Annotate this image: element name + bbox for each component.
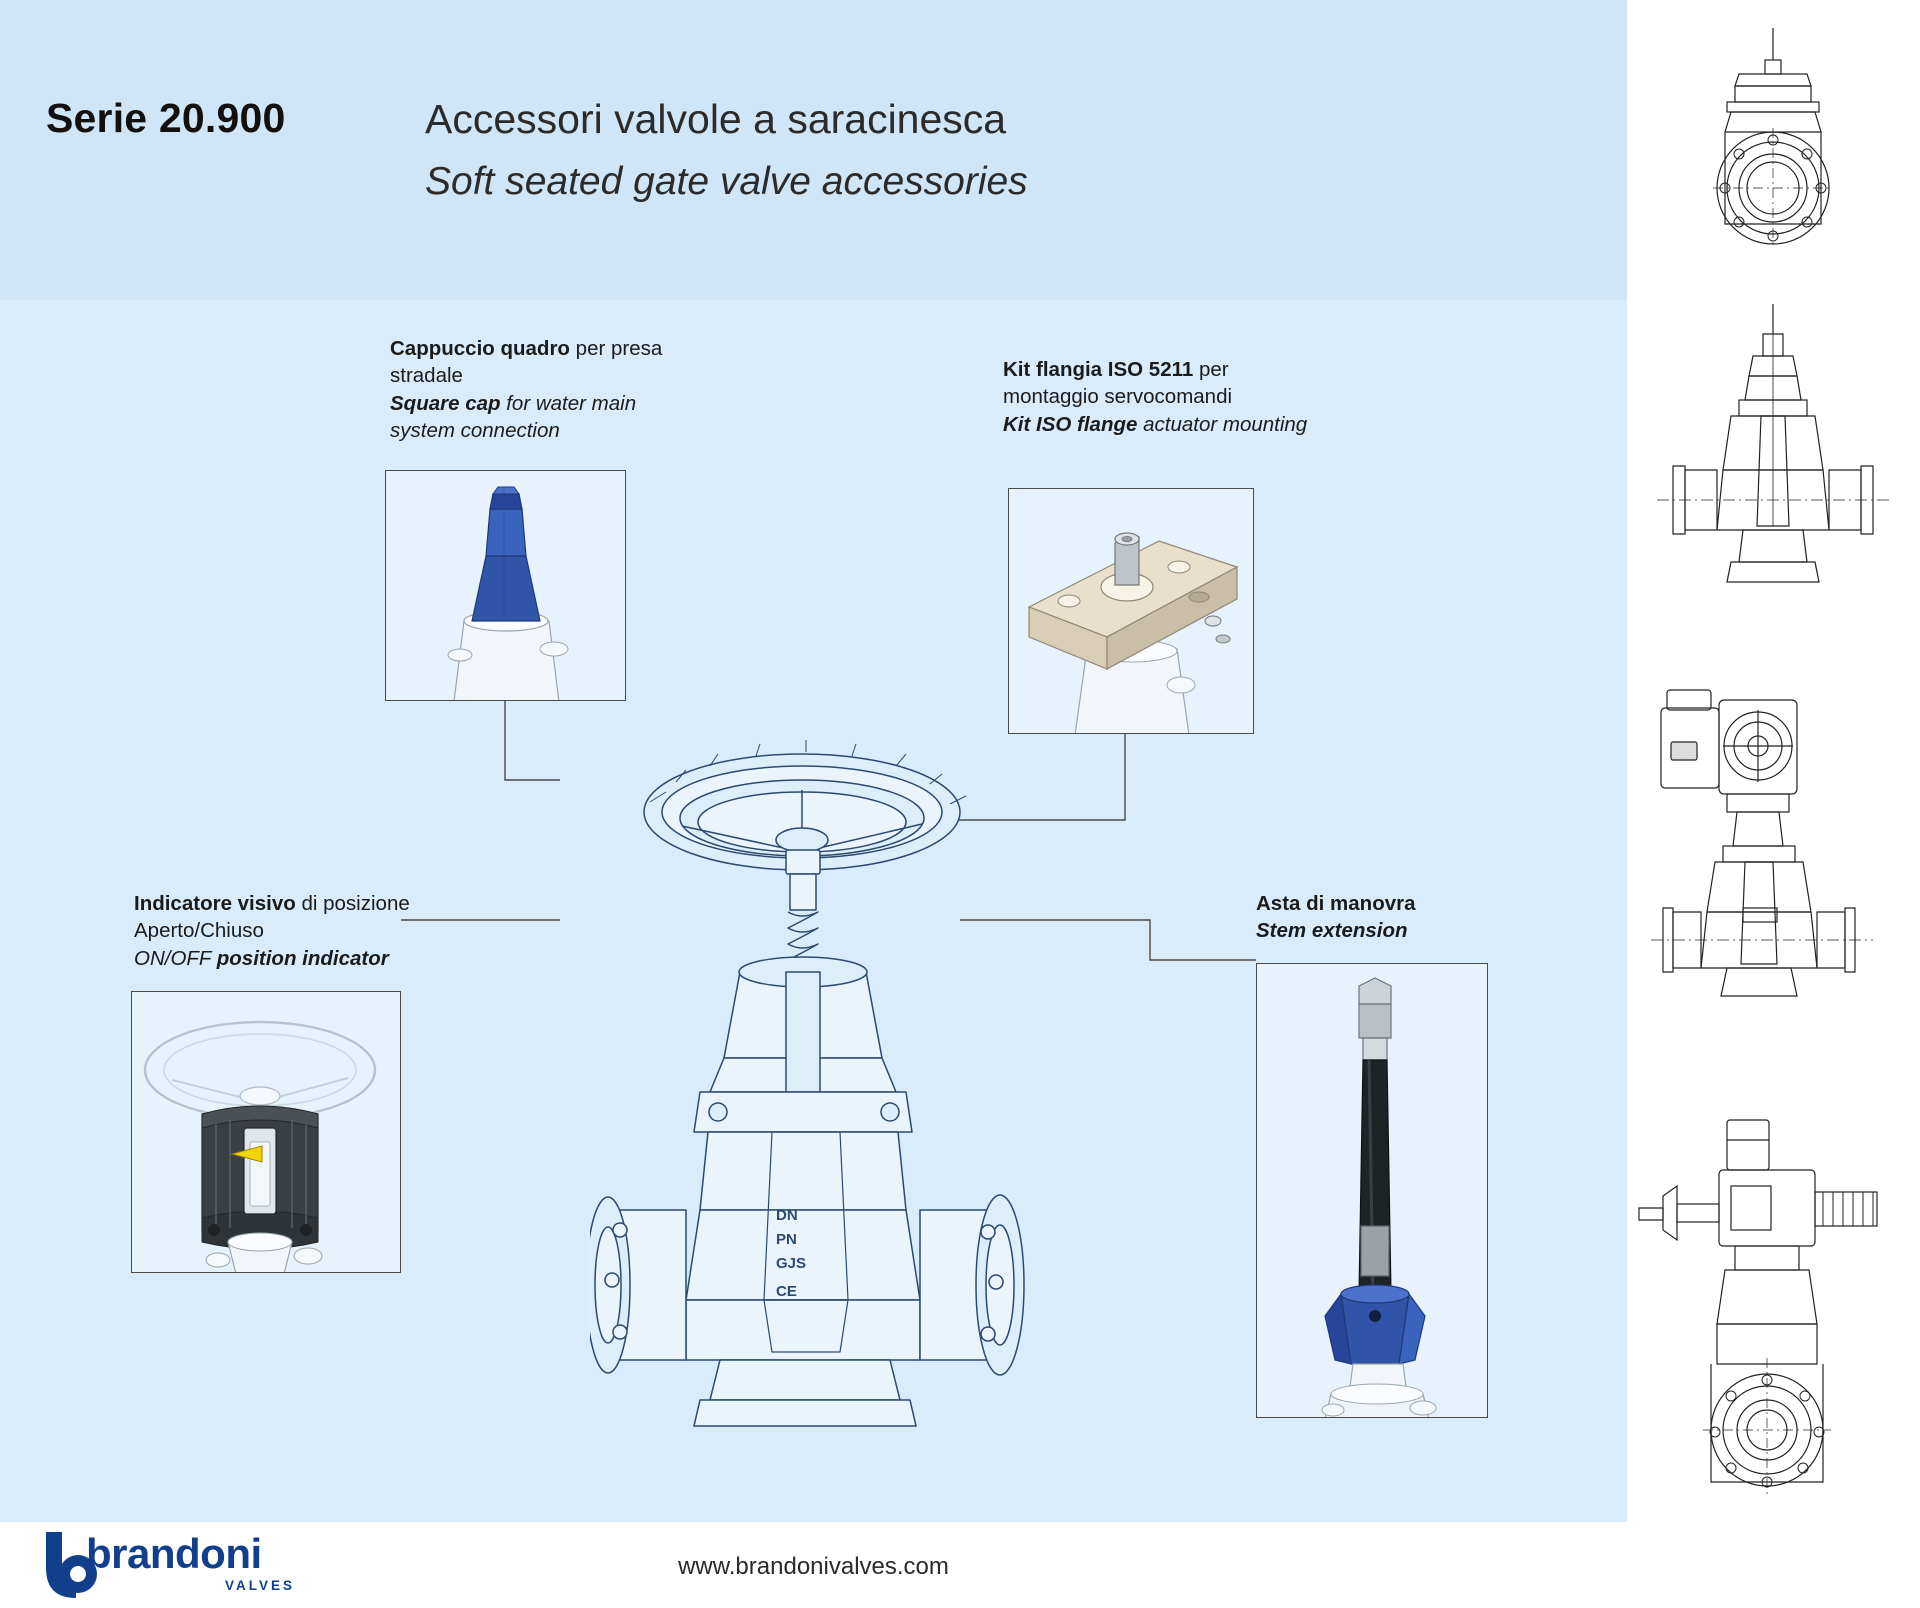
technical-drawings-column xyxy=(1627,0,1920,1608)
callout-indicator-sub-it: di posizione Aperto/Chiuso xyxy=(134,892,410,943)
photo-position-indicator xyxy=(131,991,401,1273)
callout-iso-title-it: Kit flangia ISO 5211 xyxy=(1003,358,1194,381)
callout-square-cap-sub-en: for water main system connection xyxy=(390,391,637,442)
callout-indicator-title-it: Indicatore visivo xyxy=(134,892,296,915)
brand-name: brandoni xyxy=(86,1530,262,1577)
valve-marking-gjs: GJS xyxy=(776,1255,807,1272)
callout-iso-sub-it: per montaggio servocomandi xyxy=(1003,358,1233,409)
callout-stem-title-it: Asta di manovra xyxy=(1256,892,1416,915)
tech-drawing-gate-valve-section-view xyxy=(1627,300,1920,600)
callout-indicator-title-en: position indicator xyxy=(216,946,389,970)
callout-square-cap-title-en: Square cap xyxy=(390,391,501,415)
callout-square-cap xyxy=(390,335,690,444)
callout-position-indicator xyxy=(134,890,464,972)
tech-drawing-gate-valve-top-view xyxy=(1627,20,1920,250)
photo-iso-flange xyxy=(1008,488,1254,734)
series-title: Serie 20.900 xyxy=(46,95,286,141)
photo-square-cap xyxy=(385,470,626,701)
callout-iso-sub-en: actuator mounting xyxy=(1137,412,1308,436)
title-italian: Accessori valvole a saracinesca xyxy=(425,96,1007,142)
website-url[interactable]: www.brandonivalves.com xyxy=(678,1553,949,1580)
callout-stem-title-en: Stem extension xyxy=(1256,919,1408,943)
callout-indicator-pre-en: ON/OFF xyxy=(134,946,217,970)
valve-marking-ce: CE xyxy=(776,1283,797,1300)
header-band xyxy=(0,0,1627,300)
title-english: Soft seated gate valve accessories xyxy=(425,160,1028,203)
valve-marking-dn: DN xyxy=(776,1207,798,1224)
callout-square-cap-title-it: Cappuccio quadro xyxy=(390,337,570,360)
callout-iso-title-en: Kit ISO flange xyxy=(1003,412,1138,436)
brand-subtitle: VALVES xyxy=(225,1578,296,1593)
tech-drawing-gate-valve-gearbox-actuator xyxy=(1627,1100,1920,1500)
callout-iso-flange xyxy=(1003,356,1323,438)
valve-marking-pn: PN xyxy=(776,1231,797,1248)
central-gate-valve-drawing xyxy=(590,740,1310,1480)
tech-drawing-gate-valve-electric-actuator xyxy=(1627,650,1920,1010)
callout-square-cap-sub-it: per presa stradale xyxy=(390,337,663,388)
